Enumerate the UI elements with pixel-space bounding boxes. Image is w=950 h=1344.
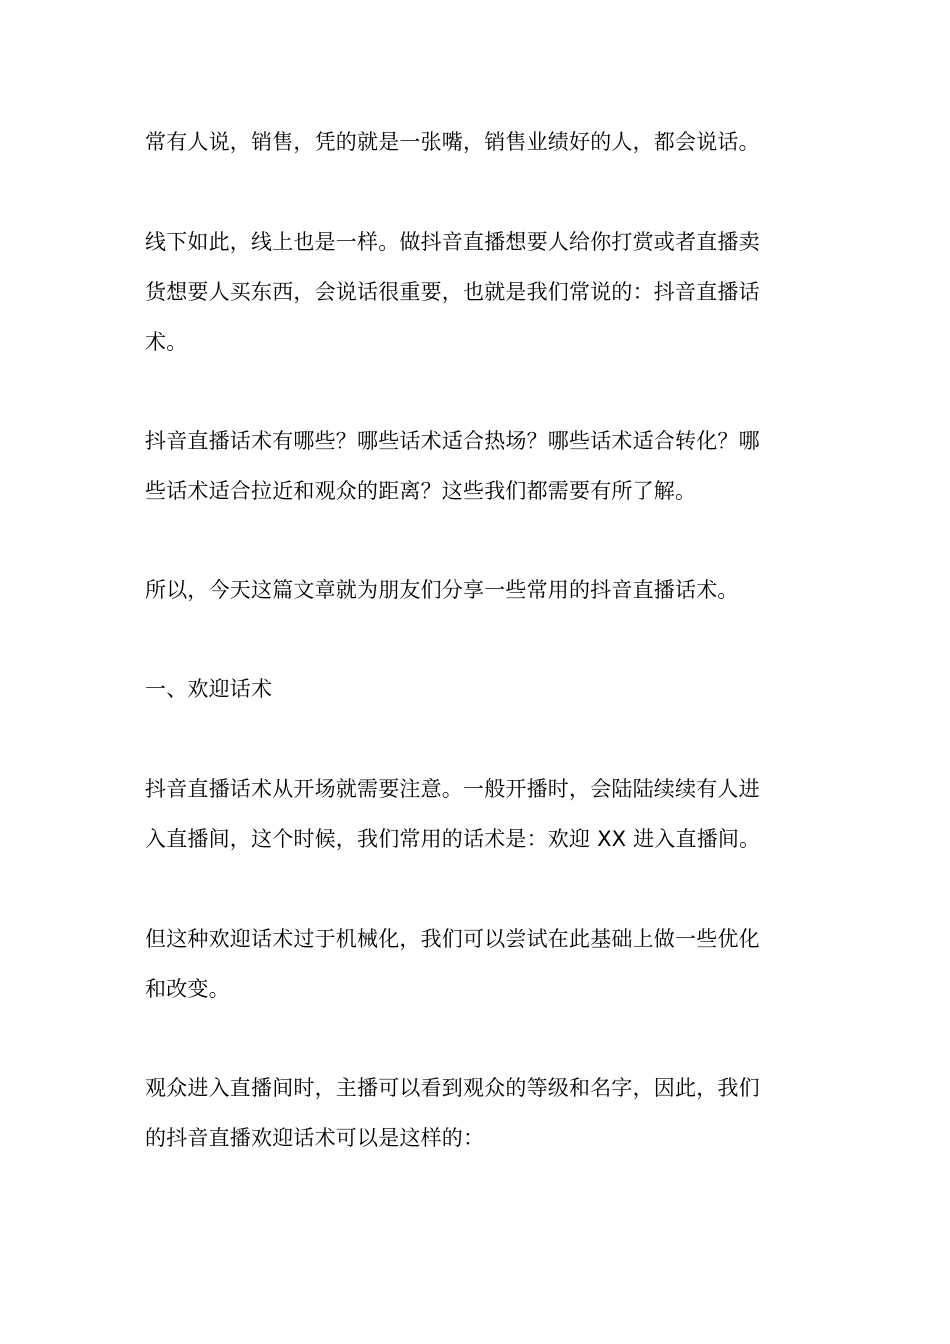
text-line: 但这种欢迎话术过于机械化，我们可以尝试在此基础上做一些优化 — [145, 927, 760, 951]
text-line: 抖音直播话术从开场就需要注意。一般开播时，会陆陆续续有人进 — [145, 777, 760, 801]
paragraph-audience — [145, 1063, 807, 1163]
text-line: 些话术适合拉近和观众的距离？这些我们都需要有所了解。 — [145, 479, 697, 503]
text-line: 常有人说，销售，凭的就是一张嘴，销售业绩好的人，都会说话。 — [145, 130, 760, 154]
text-line: 所以，今天这篇文章就为朋友们分享一些常用的抖音直播话术。 — [145, 578, 739, 602]
text-line: 术。 — [145, 330, 188, 354]
section-heading-welcome — [145, 664, 807, 714]
text-line: 货想要人买东西，会说话很重要，也就是我们常说的：抖音直播话 — [145, 280, 760, 304]
text-line: 抖音直播话术有哪些？哪些话术适合热场？哪些话术适合转化？哪 — [145, 429, 760, 453]
paragraph-optimize — [145, 914, 807, 1014]
paragraph-intro — [145, 117, 807, 167]
paragraph-opening — [145, 764, 807, 864]
text-line: 的抖音直播欢迎话术可以是这样的： — [145, 1126, 485, 1150]
paragraph-online — [145, 217, 807, 367]
text-line: 观众进入直播间时，主播可以看到观众的等级和名字，因此，我们 — [145, 1076, 760, 1100]
section-heading: 一、欢迎话术 — [145, 677, 273, 701]
text-line: 线下如此，线上也是一样。做抖音直播想要人给你打赏或者直播卖 — [145, 230, 760, 254]
text-line: 和改变。 — [145, 977, 230, 1001]
paragraph-share — [145, 565, 807, 615]
text-line: 入直播间，这个时候，我们常用的话术是：欢迎 XX 进入直播间。 — [145, 827, 761, 851]
paragraph-questions — [145, 416, 807, 516]
